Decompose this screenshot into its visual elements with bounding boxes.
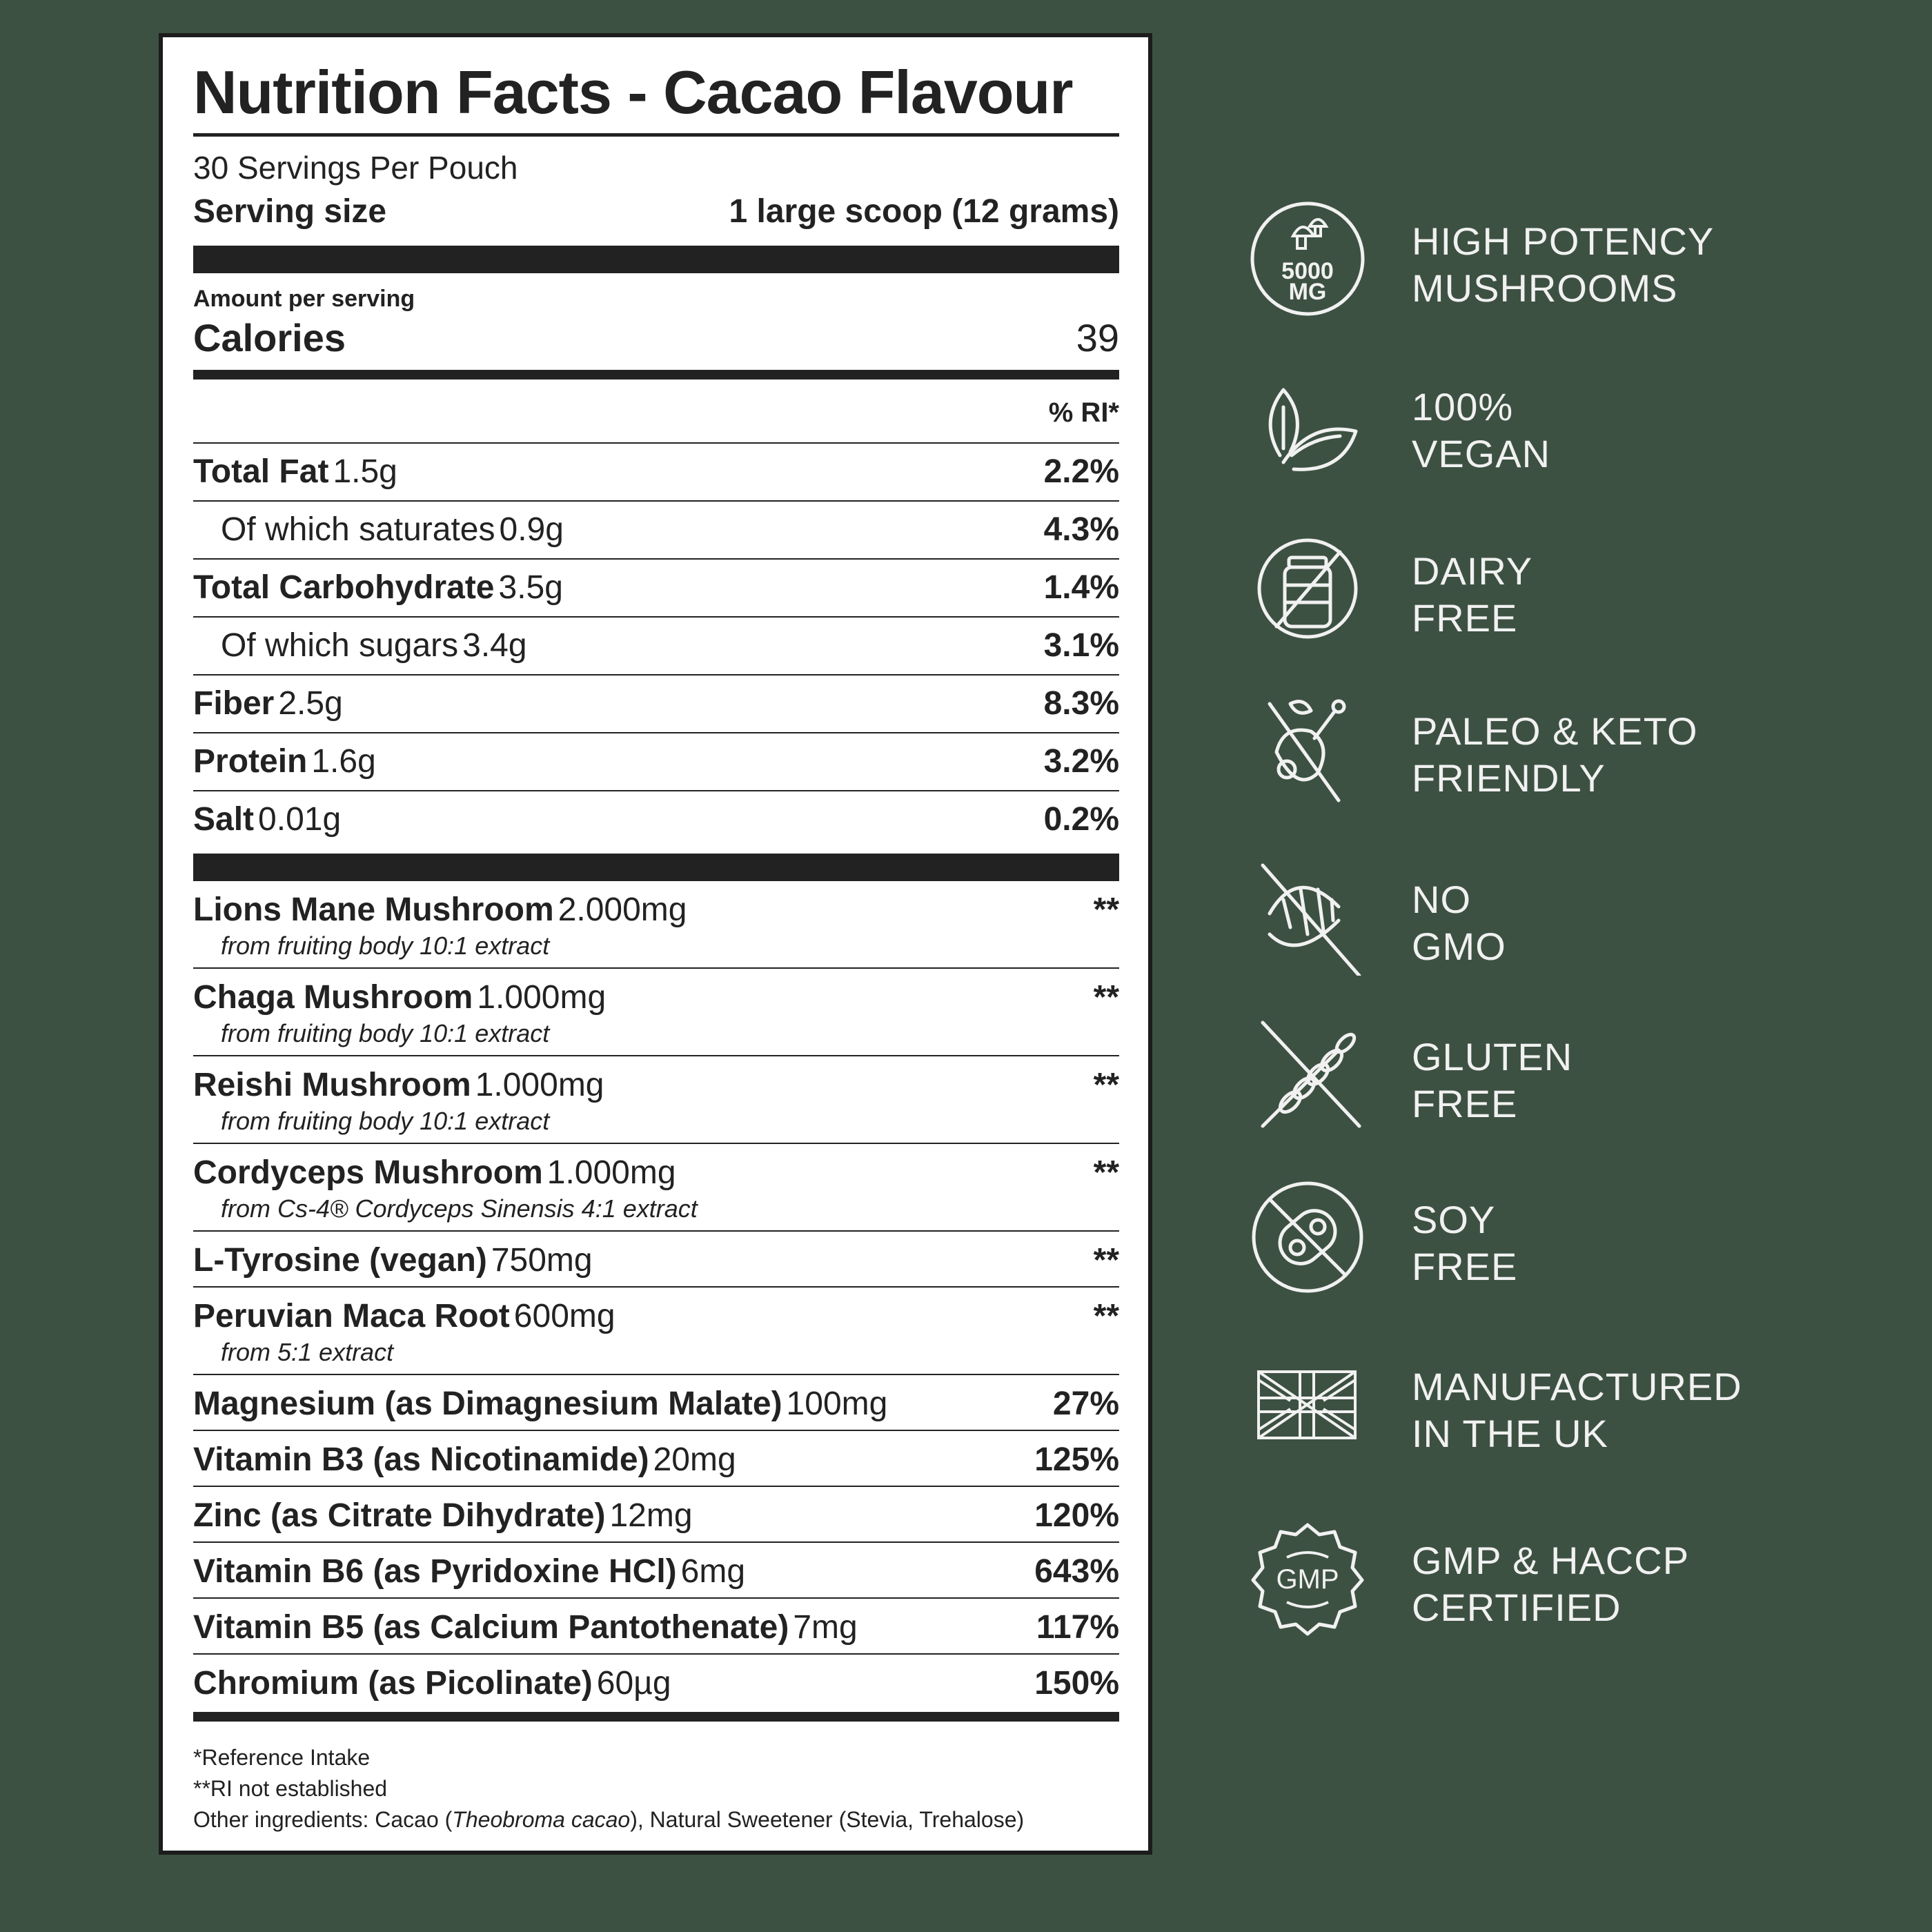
- claim-text: [1412, 876, 1506, 970]
- claim-line-1: GMP & HACCP: [1412, 1539, 1690, 1582]
- nutrient-percent: 1.4%: [1043, 569, 1119, 607]
- other-ingredients-prefix: Other ingredients: Cacao (: [193, 1806, 453, 1832]
- claim-line-2: GMO: [1412, 925, 1506, 968]
- nutrient-amount: 0.9g: [499, 511, 564, 549]
- claim-text: [1412, 1537, 1689, 1631]
- ingredient-source: from 5:1 extract: [221, 1337, 394, 1366]
- ingredient-name: Zinc (as Citrate Dihydrate): [193, 1497, 606, 1534]
- servings-per-pouch: 30 Servings Per Pouch: [193, 149, 518, 186]
- ingredient-name: L-Tyrosine (vegan): [193, 1241, 487, 1279]
- claim-text: [1412, 1363, 1742, 1457]
- claim-line-2: FREE: [1412, 1245, 1518, 1288]
- serving-size-label: Serving size: [193, 193, 387, 230]
- ingredient-percent: 643%: [1034, 1552, 1119, 1590]
- claim-line-1: GLUTEN: [1412, 1035, 1573, 1078]
- nutrient-percent: 8.3%: [1043, 685, 1119, 722]
- nutrient-list: [193, 444, 1119, 848]
- nutrient-name: Total Fat: [193, 453, 329, 491]
- no-gmo-dna-icon: [1249, 858, 1366, 976]
- nutrient-name: Fiber: [193, 685, 275, 722]
- amount-per-serving: Amount per serving: [193, 285, 415, 312]
- nutrient-amount: 3.4g: [462, 627, 527, 664]
- ingredient-row: [193, 881, 1119, 969]
- ingredient-amount: 100mg: [786, 1385, 888, 1422]
- claim-line-2: FREE: [1412, 1082, 1518, 1125]
- claim-text: [1412, 548, 1532, 642]
- serving-size-value: 1 large scoop (12 grams): [729, 193, 1119, 230]
- ingredient-amount: 20mg: [653, 1441, 736, 1478]
- ingredient-row: [193, 969, 1119, 1056]
- nutrient-amount: 0.01g: [258, 801, 342, 838]
- gmp-seal-icon: [1249, 1519, 1366, 1637]
- claim-text: [1412, 384, 1550, 477]
- nutrient-amount: 2.5g: [278, 685, 343, 722]
- calories-label: Calories: [193, 315, 346, 359]
- claim-line-1: SOY: [1412, 1198, 1496, 1241]
- nutrition-label-content: [193, 52, 1119, 1835]
- ingredient-name: Vitamin B6 (as Pyridoxine HCl): [193, 1552, 677, 1590]
- ingredient-row: [193, 1144, 1119, 1232]
- uk-flag-icon: [1249, 1346, 1366, 1463]
- ingredient-name: Reishi Mushroom: [193, 1066, 471, 1103]
- no-dairy-icon: [1249, 530, 1366, 647]
- ingredient-amount: 1.000mg: [546, 1154, 676, 1191]
- nutrient-row: [193, 791, 1119, 848]
- claim-text: [1412, 708, 1698, 802]
- claim-no-gmo: [1249, 858, 1870, 976]
- claim-line-1: 100%: [1412, 385, 1514, 428]
- nutrient-name: Salt: [193, 801, 255, 838]
- ingredient-percent: 117%: [1036, 1608, 1119, 1646]
- ingredient-amount: 6mg: [680, 1552, 746, 1590]
- ingredient-percent: **: [1093, 1066, 1119, 1103]
- divider-thick: [193, 246, 1119, 273]
- ingredient-percent: **: [1093, 1154, 1119, 1191]
- claim-soy-free: [1249, 1179, 1870, 1296]
- nutrient-percent: 2.2%: [1043, 453, 1119, 491]
- claim-dairy-free: [1249, 530, 1870, 647]
- claim-line-2: VEGAN: [1412, 432, 1551, 475]
- claim-gluten-free: [1249, 1016, 1870, 1133]
- ingredient-percent: **: [1093, 978, 1119, 1016]
- nutrient-row: [193, 676, 1119, 733]
- calories-value: 39: [1076, 315, 1119, 359]
- claim-line-1: MANUFACTURED: [1412, 1365, 1742, 1408]
- active-ingredient-list: [193, 881, 1119, 1709]
- badge-mg-value: 5000: [1281, 258, 1334, 284]
- leaf-icon: [1249, 366, 1366, 483]
- ingredient-name: Peruvian Maca Root: [193, 1297, 510, 1334]
- ingredient-row: [193, 1056, 1119, 1144]
- badge-mg-unit: MG: [1288, 279, 1327, 305]
- claim-text: [1412, 1196, 1517, 1290]
- ingredient-source: from Cs-4® Cordyceps Sinensis 4:1 extract: [221, 1194, 698, 1223]
- claim-line-1: NO: [1412, 878, 1471, 921]
- ingredient-percent: **: [1093, 1241, 1119, 1279]
- ingredient-name: Chromium (as Picolinate): [193, 1664, 593, 1702]
- ingredient-name: Magnesium (as Dimagnesium Malate): [193, 1385, 782, 1422]
- nutrient-row: [193, 618, 1119, 676]
- nutrition-label: [159, 33, 1152, 1855]
- ingredient-name: Vitamin B5 (as Calcium Pantothenate): [193, 1608, 789, 1646]
- nutrient-percent: 3.1%: [1043, 627, 1119, 664]
- ingredient-name: Cordyceps Mushroom: [193, 1154, 543, 1191]
- other-ingredients-suffix: ), Natural Sweetener (Stevia, Trehalose): [630, 1806, 1025, 1832]
- meat-vegetable-icon: [1249, 690, 1366, 807]
- claim-text: [1412, 218, 1714, 312]
- divider-medium: [193, 370, 1119, 379]
- footnote-ri-not-established: **RI not established: [193, 1775, 388, 1801]
- claim-line-1: PALEO & KETO: [1412, 709, 1698, 753]
- nutrient-row: [193, 560, 1119, 618]
- claim-line-2: FREE: [1412, 596, 1518, 640]
- no-soy-icon: [1249, 1179, 1366, 1296]
- calories-row: [193, 315, 1119, 360]
- ingredient-amount: 1.000mg: [477, 978, 607, 1016]
- claim-line-1: HIGH POTENCY: [1412, 219, 1715, 263]
- claim-line-2: CERTIFIED: [1412, 1586, 1621, 1629]
- ingredient-row: [193, 1487, 1119, 1543]
- no-wheat-icon: [1249, 1016, 1366, 1133]
- claim-line-2: FRIENDLY: [1412, 756, 1606, 800]
- ingredient-amount: 60µg: [596, 1664, 671, 1702]
- nutrient-row: [193, 733, 1119, 791]
- other-ingredients: [193, 1804, 1119, 1835]
- ingredient-source: from fruiting body 10:1 extract: [221, 1106, 550, 1135]
- ingredient-name: Chaga Mushroom: [193, 978, 473, 1016]
- other-ingredients-latin: Theobroma cacao: [452, 1806, 631, 1832]
- gmp-badge-text: GMP: [1276, 1564, 1339, 1595]
- ingredient-row: [193, 1232, 1119, 1288]
- nutrient-row: [193, 502, 1119, 560]
- nutrient-name: Total Carbohydrate: [193, 569, 495, 607]
- ingredient-row: [193, 1431, 1119, 1487]
- ingredient-source: from fruiting body 10:1 extract: [221, 1018, 550, 1047]
- claim-line-2: MUSHROOMS: [1412, 266, 1678, 310]
- ingredient-percent: **: [1093, 891, 1119, 928]
- ingredient-percent: 27%: [1052, 1385, 1119, 1422]
- nutrient-percent: 3.2%: [1043, 743, 1119, 780]
- ingredient-name: Lions Mane Mushroom: [193, 891, 554, 928]
- mushroom-icon: [1249, 200, 1366, 317]
- ingredient-percent: 120%: [1034, 1497, 1119, 1534]
- ri-header: % RI*: [193, 379, 1119, 444]
- ingredient-row: [193, 1288, 1119, 1375]
- nutrient-amount: 1.6g: [311, 743, 376, 780]
- ingredient-amount: 600mg: [513, 1297, 615, 1334]
- divider-thick: [193, 854, 1119, 881]
- serving-size-row: [193, 193, 1119, 230]
- ingredient-amount: 2.000mg: [558, 891, 687, 928]
- claim-made-in-uk: [1249, 1346, 1870, 1463]
- ingredient-amount: 12mg: [609, 1497, 693, 1534]
- nutrient-name: Of which sugars: [221, 627, 459, 664]
- claim-high-potency: [1249, 200, 1870, 317]
- ingredient-amount: 7mg: [793, 1608, 858, 1646]
- ingredient-row: [193, 1655, 1119, 1709]
- nutrient-percent: 4.3%: [1043, 511, 1119, 549]
- claim-line-2: IN THE UK: [1412, 1412, 1608, 1455]
- nutrient-amount: 1.5g: [333, 453, 397, 491]
- claim-vegan: [1249, 366, 1870, 483]
- label-title: Nutrition Facts - Cacao Flavour: [193, 52, 1119, 137]
- ingredient-percent: **: [1093, 1297, 1119, 1334]
- nutrient-row: [193, 444, 1119, 502]
- ingredient-source: from fruiting body 10:1 extract: [221, 931, 550, 960]
- ingredient-percent: 150%: [1034, 1664, 1119, 1702]
- ingredient-row: [193, 1599, 1119, 1655]
- ingredient-amount: 1.000mg: [475, 1066, 604, 1103]
- nutrient-name: Protein: [193, 743, 308, 780]
- ingredient-row: [193, 1375, 1119, 1431]
- claim-gmp-haccp: [1249, 1519, 1870, 1637]
- divider-medium: [193, 1712, 1119, 1722]
- ingredient-row: [193, 1543, 1119, 1599]
- nutrient-name: Of which saturates: [221, 511, 495, 549]
- ingredient-name: Vitamin B3 (as Nicotinamide): [193, 1441, 649, 1478]
- claim-paleo-keto: [1249, 690, 1870, 807]
- footnote-reference-intake: *Reference Intake: [193, 1744, 371, 1770]
- nutrient-amount: 3.5g: [498, 569, 563, 607]
- claim-text: [1412, 1034, 1573, 1127]
- ingredient-percent: 125%: [1034, 1441, 1119, 1478]
- claim-line-1: DAIRY: [1412, 549, 1533, 593]
- ingredient-amount: 750mg: [491, 1241, 593, 1279]
- nutrient-percent: 0.2%: [1043, 801, 1119, 838]
- footnotes: [193, 1742, 1119, 1835]
